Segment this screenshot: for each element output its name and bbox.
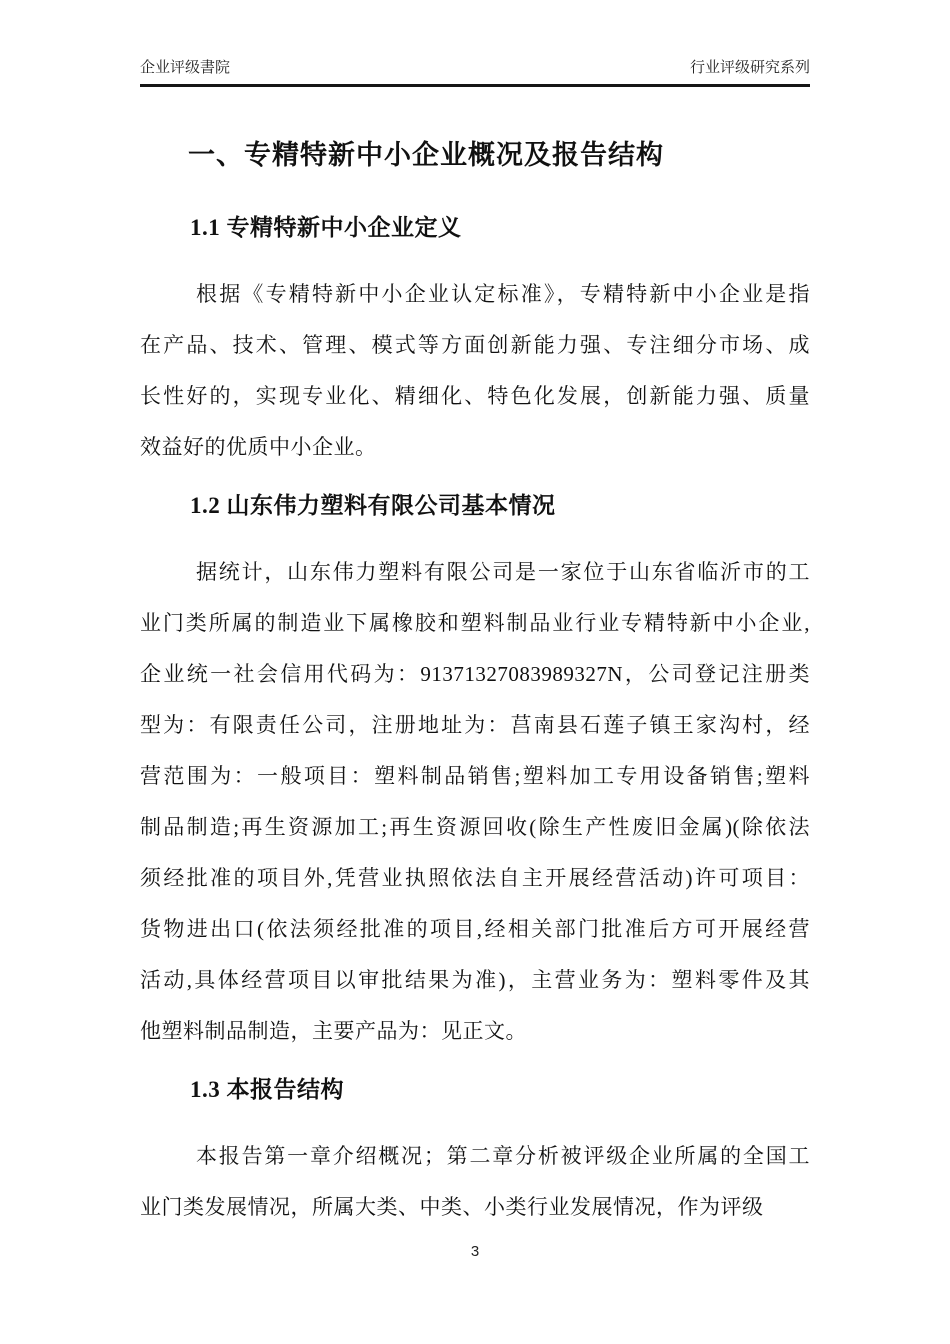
text-line: 企业统一社会信用代码为：91371327083989327N，公司登记注册类 (140, 662, 810, 686)
text-line: 本报告第一章介绍概况；第二章分析被评级企业所属的全国工 (196, 1144, 810, 1168)
text-line: 货物进出口(依法须经批准的项目,经相关部门批准后方可开展经营 (140, 917, 810, 941)
text-line: 根据《专精特新中小企业认定标准》，专精特新中小企业是指 (196, 282, 810, 306)
text-line: 长性好的，实现专业化、精细化、特色化发展，创新能力强、质量 (140, 384, 810, 408)
text-line: 效益好的优质中小企业。 (140, 435, 377, 459)
text-line: 业门类发展情况，所属大类、中类、小类行业发展情况，作为评级 (140, 1195, 764, 1219)
section-heading-1-3: 1.3 本报告结构 (190, 1077, 344, 1102)
text-line: 活动,具体经营项目以审批结果为准)，主营业务为：塑料零件及其 (140, 968, 810, 992)
text-line: 型为：有限责任公司，注册地址为：莒南县石莲子镇王家沟村，经 (140, 713, 810, 737)
text-line: 营范围为：一般项目：塑料制品销售;塑料加工专用设备销售;塑料 (140, 764, 810, 788)
text-line: 他塑料制品制造，主要产品为：见正文。 (140, 1019, 527, 1043)
text-line: 制品制造;再生资源加工;再生资源回收(除生产性废旧金属)(除依法 (140, 815, 810, 839)
text-line: 在产品、技术、管理、模式等方面创新能力强、专注细分市场、成 (140, 333, 810, 357)
header-left-text: 企业评级書院 (140, 59, 231, 76)
running-header (140, 0, 810, 87)
section-1-1-paragraph (140, 269, 810, 473)
header-right-text: 行业评级研究系列 (689, 59, 810, 76)
text-line: 业门类所属的制造业下属橡胶和塑料制品业行业专精特新中小企业, (140, 611, 810, 635)
section-1-3-paragraph (140, 1131, 810, 1233)
chapter-title: 一、专精特新中小企业概况及报告结构 (188, 140, 664, 170)
text-line: 据统计，山东伟力塑料有限公司是一家位于山东省临沂市的工 (196, 560, 810, 584)
section-heading-1-1: 1.1 专精特新中小企业定义 (190, 215, 462, 240)
text-line: 须经批准的项目外,凭营业执照依法自主开展经营活动)许可项目： (140, 866, 810, 890)
section-heading-1-2: 1.2 山东伟力塑料有限公司基本情况 (190, 493, 556, 518)
page-number: 3 (470, 1243, 480, 1260)
section-1-2-paragraph (140, 547, 810, 1057)
